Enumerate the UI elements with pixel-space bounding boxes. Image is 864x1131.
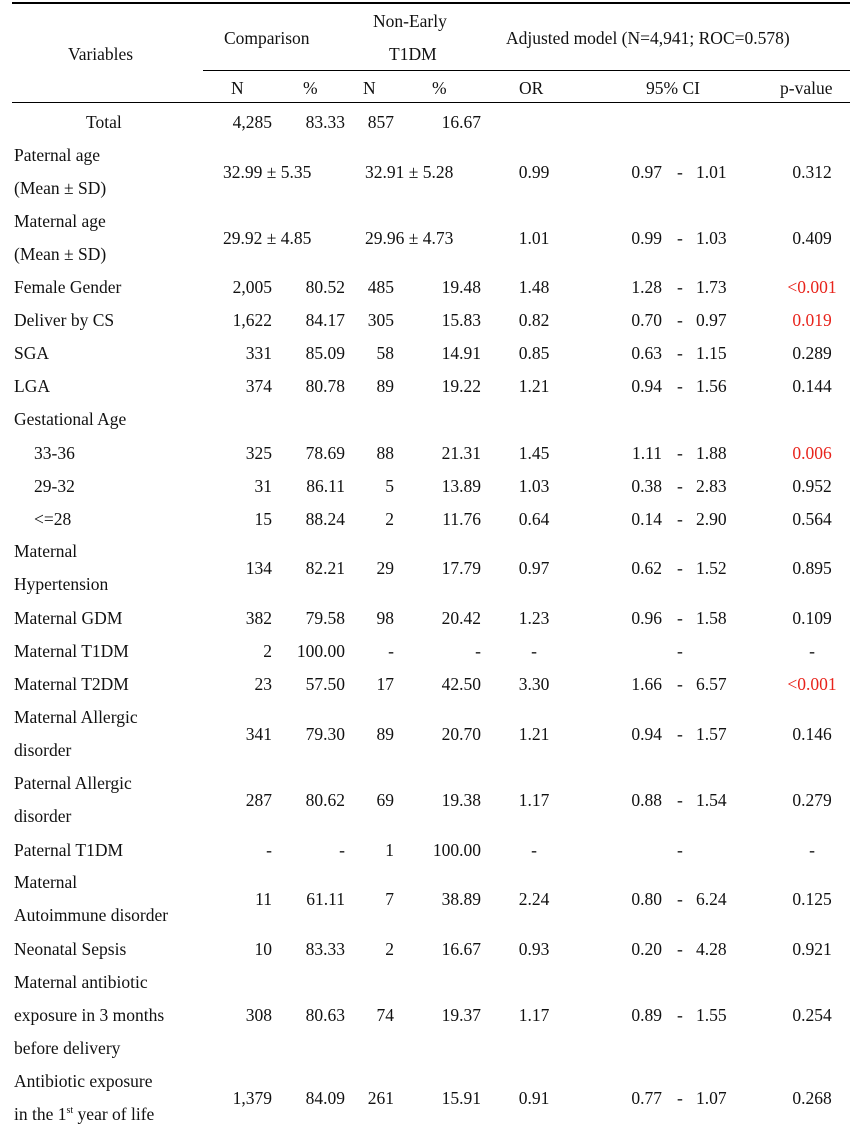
- pct-comparison: 85.09: [305, 343, 345, 363]
- p-value-significant: 0.019: [792, 310, 832, 330]
- n-comparison: 382: [245, 608, 272, 628]
- n-nonearly: 29: [376, 558, 394, 578]
- ci-upper: 1.73: [696, 277, 727, 297]
- ci-lower: 0.88: [631, 790, 662, 810]
- header-non-early-line2: T1DM: [389, 44, 437, 64]
- header-n-comparison: N: [231, 78, 244, 98]
- ci-lower: 0.97: [631, 162, 662, 182]
- table-top-rule: [12, 2, 850, 4]
- n-nonearly: 261: [367, 1088, 394, 1108]
- ci-lower: 0.89: [631, 1005, 662, 1025]
- row-label: Neonatal Sepsis: [14, 939, 127, 959]
- header-non-early-line1: Non-Early: [373, 11, 447, 31]
- pct-nonearly: 16.67: [441, 939, 481, 959]
- ci-lower: 0.94: [631, 376, 662, 396]
- pct-comparison: 83.33: [305, 939, 345, 959]
- header-ci: 95% CI: [646, 78, 700, 98]
- ci-upper: 1.54: [696, 790, 727, 810]
- pct-comparison: -: [339, 840, 345, 860]
- pct-nonearly: 11.76: [442, 509, 481, 529]
- header-variables: Variables: [68, 44, 134, 64]
- p-value: 0.109: [792, 608, 832, 628]
- pct-nonearly: 20.70: [441, 724, 481, 744]
- n-nonearly: 2: [385, 939, 394, 959]
- odds-ratio: 1.17: [518, 1005, 550, 1025]
- pct-comparison: 57.50: [305, 674, 345, 694]
- row-label: Gestational Age: [14, 409, 127, 429]
- odds-ratio: 1.23: [518, 608, 550, 628]
- odds-ratio: 1.03: [518, 476, 550, 496]
- ci-lower: 0.80: [631, 889, 662, 909]
- ci-lower: 0.14: [631, 509, 662, 529]
- n-comparison: 15: [254, 509, 272, 529]
- pct-nonearly: 15.91: [441, 1088, 481, 1108]
- header-n-nonearly: N: [363, 78, 376, 98]
- row-label-line1: Maternal Allergic: [14, 707, 138, 727]
- pct-comparison: 88.24: [305, 509, 345, 529]
- n-nonearly: 69: [376, 790, 394, 810]
- ci-upper: 1.03: [696, 228, 727, 248]
- n-nonearly: 89: [376, 724, 394, 744]
- odds-ratio: 1.45: [518, 443, 550, 463]
- row-label-line2: Hypertension: [14, 574, 109, 594]
- n-comparison: 1,622: [232, 310, 272, 330]
- row-label-line1: Maternal age: [14, 211, 106, 231]
- table-header-rule: [12, 102, 850, 103]
- ci-lower: 0.62: [631, 558, 662, 578]
- ci-upper: 1.55: [696, 1005, 727, 1025]
- pct-comparison: 78.69: [305, 443, 345, 463]
- n-comparison: 2,005: [232, 277, 272, 297]
- ci-upper: 1.15: [696, 343, 727, 363]
- row-label-line3: before delivery: [14, 1038, 121, 1058]
- p-value: 0.144: [792, 376, 832, 396]
- pct-comparison: 79.30: [305, 724, 345, 744]
- pct-nonearly: 19.37: [441, 1005, 481, 1025]
- pct-nonearly: 19.22: [441, 376, 481, 396]
- p-value: 0.289: [792, 343, 832, 363]
- ci-value: -: [677, 641, 683, 661]
- ci-separator: -: [677, 889, 683, 909]
- n-comparison: 2: [263, 641, 272, 661]
- ci-separator: -: [677, 939, 683, 959]
- odds-ratio: 0.93: [518, 939, 550, 959]
- p-value: -: [809, 641, 815, 661]
- row-label-line2-end: year of life: [73, 1104, 155, 1124]
- ci-upper: 1.07: [696, 1088, 727, 1108]
- n-nonearly: 98: [376, 608, 394, 628]
- ci-lower: 0.99: [631, 228, 662, 248]
- ci-separator: -: [677, 509, 683, 529]
- row-label: SGA: [14, 343, 50, 363]
- ci-separator: -: [677, 228, 683, 248]
- row-label: Female Gender: [14, 277, 122, 297]
- row-label: Total: [86, 112, 122, 132]
- header-pvalue: p-value: [780, 78, 833, 98]
- n-comparison: 4,285: [232, 112, 272, 132]
- row-label-line2: disorder: [14, 740, 72, 760]
- odds-ratio: 0.64: [518, 509, 550, 529]
- pct-nonearly: 19.48: [441, 277, 481, 297]
- row-label: Maternal GDM: [14, 608, 123, 628]
- pct-comparison: 82.21: [305, 558, 345, 578]
- ci-upper: 6.57: [696, 674, 727, 694]
- row-label-line1: Maternal: [14, 872, 78, 892]
- n-comparison: 1,379: [232, 1088, 272, 1108]
- row-label-line1: Maternal antibiotic: [14, 972, 148, 992]
- n-comparison: 31: [254, 476, 272, 496]
- ci-separator: -: [677, 277, 683, 297]
- ci-separator: -: [677, 443, 683, 463]
- row-label-line2: disorder: [14, 806, 72, 826]
- n-nonearly: 857: [367, 112, 394, 132]
- ci-separator: -: [677, 1088, 683, 1108]
- pct-comparison: 80.63: [305, 1005, 345, 1025]
- n-comparison: 374: [245, 376, 272, 396]
- p-value: 0.409: [792, 228, 832, 248]
- p-value: 0.268: [792, 1088, 832, 1108]
- ci-upper: 1.58: [696, 608, 727, 628]
- n-comparison: 134: [245, 558, 272, 578]
- ci-lower: 0.38: [631, 476, 662, 496]
- odds-ratio: 0.82: [518, 310, 550, 330]
- ci-lower: 1.28: [631, 277, 662, 297]
- row-label-line1: Paternal age: [14, 145, 100, 165]
- ci-upper: 2.83: [696, 476, 727, 496]
- pct-comparison: 80.62: [305, 790, 345, 810]
- ci-lower: 1.11: [632, 443, 662, 463]
- n-nonearly: 5: [385, 476, 394, 496]
- ci-separator: -: [677, 724, 683, 744]
- row-label-line2: exposure in 3 months: [14, 1005, 165, 1025]
- header-adjusted-model: Adjusted model (N=4,941; ROC=0.578): [506, 28, 790, 48]
- pct-nonearly: 13.89: [441, 476, 481, 496]
- odds-ratio: 2.24: [518, 889, 550, 909]
- pct-nonearly: 100.00: [432, 840, 481, 860]
- p-value: 0.952: [792, 476, 832, 496]
- odds-ratio: 0.99: [518, 162, 550, 182]
- row-label: Maternal T1DM: [14, 641, 129, 661]
- n-nonearly: 1: [385, 840, 394, 860]
- n-comparison: 10: [254, 939, 272, 959]
- ci-upper: 2.90: [696, 509, 727, 529]
- odds-ratio: 1.17: [518, 790, 550, 810]
- ci-lower: 0.63: [631, 343, 662, 363]
- n-nonearly: 2: [385, 509, 394, 529]
- pct-nonearly: -: [475, 641, 481, 661]
- ci-upper: 1.01: [696, 162, 727, 182]
- ci-lower: 0.20: [631, 939, 662, 959]
- odds-ratio: 3.30: [518, 674, 550, 694]
- ci-separator: -: [677, 476, 683, 496]
- odds-ratio: 1.01: [518, 228, 550, 248]
- row-label-line2: (Mean ± SD): [14, 178, 107, 198]
- row-label-line2: [14, 1098, 154, 1131]
- row-label: LGA: [14, 376, 50, 396]
- n-comparison: 341: [245, 724, 272, 744]
- pct-comparison: 83.33: [305, 112, 345, 132]
- p-value: 0.921: [792, 939, 832, 959]
- ci-separator: -: [677, 162, 683, 182]
- ci-upper: 6.24: [696, 889, 727, 909]
- odds-ratio: 1.48: [518, 277, 550, 297]
- p-value: 0.279: [792, 790, 832, 810]
- header-comparison: Comparison: [224, 28, 310, 48]
- header-pct-nonearly: %: [432, 78, 447, 98]
- ci-lower: 0.96: [631, 608, 662, 628]
- p-value-significant: <0.001: [787, 277, 837, 297]
- n-comparison: 331: [245, 343, 272, 363]
- pct-nonearly: 17.79: [441, 558, 481, 578]
- ci-lower: 0.77: [631, 1088, 662, 1108]
- p-value: 0.895: [792, 558, 832, 578]
- odds-ratio: 1.21: [518, 724, 550, 744]
- ci-value: -: [677, 840, 683, 860]
- n-comparison: 11: [255, 889, 272, 909]
- ci-separator: -: [677, 310, 683, 330]
- n-nonearly: -: [388, 641, 394, 661]
- row-label-line1: Antibiotic exposure: [14, 1071, 153, 1091]
- ci-lower: 1.66: [631, 674, 662, 694]
- n-comparison: -: [266, 840, 272, 860]
- p-value-significant: 0.006: [792, 443, 832, 463]
- n-nonearly: 74: [376, 1005, 394, 1025]
- pct-nonearly: 19.38: [441, 790, 481, 810]
- pct-nonearly: 20.42: [441, 608, 481, 628]
- header-pct-comparison: %: [303, 78, 318, 98]
- n-nonearly: 17: [376, 674, 394, 694]
- ci-separator: -: [677, 674, 683, 694]
- n-nonearly: 88: [376, 443, 394, 463]
- mean-comparison: 29.92 ± 4.85: [223, 228, 312, 248]
- n-nonearly: 89: [376, 376, 394, 396]
- ci-lower: 0.94: [631, 724, 662, 744]
- row-label-line2-start: in the 1: [14, 1104, 67, 1124]
- pct-comparison: 100.00: [296, 641, 345, 661]
- p-value-significant: <0.001: [787, 674, 837, 694]
- row-label-line1: Paternal Allergic: [14, 773, 132, 793]
- p-value: 0.254: [792, 1005, 832, 1025]
- ci-separator: -: [677, 558, 683, 578]
- row-label-line1: Maternal: [14, 541, 78, 561]
- n-nonearly: 7: [385, 889, 394, 909]
- n-comparison: 308: [245, 1005, 272, 1025]
- pct-comparison: 61.11: [306, 889, 345, 909]
- row-label: Paternal T1DM: [14, 840, 124, 860]
- row-label: 29-32: [34, 476, 75, 496]
- pct-nonearly: 14.91: [441, 343, 481, 363]
- mean-comparison: 32.99 ± 5.35: [223, 162, 312, 182]
- n-nonearly: 305: [367, 310, 394, 330]
- ci-upper: 1.88: [696, 443, 727, 463]
- pct-comparison: 80.52: [305, 277, 345, 297]
- n-comparison: 287: [245, 790, 272, 810]
- header-or: OR: [519, 78, 544, 98]
- row-label-line2: (Mean ± SD): [14, 244, 107, 264]
- ordinal-superscript: st: [66, 1105, 74, 1116]
- pct-comparison: 84.09: [305, 1088, 345, 1108]
- odds-ratio: 0.91: [518, 1088, 550, 1108]
- pct-comparison: 84.17: [305, 310, 345, 330]
- n-comparison: 325: [245, 443, 272, 463]
- p-value: -: [809, 840, 815, 860]
- row-label: Deliver by CS: [14, 310, 115, 330]
- p-value: 0.312: [792, 162, 832, 182]
- ci-separator: -: [677, 1005, 683, 1025]
- n-comparison: 23: [254, 674, 272, 694]
- ci-upper: 1.56: [696, 376, 727, 396]
- mean-nonearly: 29.96 ± 4.73: [365, 228, 454, 248]
- pct-nonearly: 38.89: [441, 889, 481, 909]
- n-nonearly: 485: [367, 277, 394, 297]
- row-label: 33-36: [34, 443, 75, 463]
- pct-comparison: 80.78: [305, 376, 345, 396]
- ci-separator: -: [677, 343, 683, 363]
- odds-ratio: 0.97: [518, 558, 550, 578]
- ci-lower: 0.70: [631, 310, 662, 330]
- p-value: 0.125: [792, 889, 832, 909]
- odds-ratio: 0.85: [518, 343, 550, 363]
- pct-nonearly: 15.83: [441, 310, 481, 330]
- pct-nonearly: 21.31: [441, 443, 481, 463]
- ci-separator: -: [677, 790, 683, 810]
- row-label: Maternal T2DM: [14, 674, 129, 694]
- table-subheader-rule: [203, 70, 850, 71]
- pct-comparison: 86.11: [306, 476, 345, 496]
- odds-ratio: -: [531, 840, 537, 860]
- ci-upper: 4.28: [696, 939, 727, 959]
- ci-separator: -: [677, 608, 683, 628]
- odds-ratio: 1.21: [518, 376, 550, 396]
- mean-nonearly: 32.91 ± 5.28: [365, 162, 454, 182]
- pct-comparison: 79.58: [305, 608, 345, 628]
- ci-upper: 1.52: [696, 558, 727, 578]
- p-value: 0.564: [792, 509, 832, 529]
- row-label: <=28: [34, 509, 72, 529]
- n-nonearly: 58: [376, 343, 394, 363]
- p-value: 0.146: [792, 724, 832, 744]
- odds-ratio: -: [531, 641, 537, 661]
- pct-nonearly: 42.50: [441, 674, 481, 694]
- ci-upper: 1.57: [696, 724, 727, 744]
- ci-upper: 0.97: [696, 310, 727, 330]
- pct-nonearly: 16.67: [441, 112, 481, 132]
- row-label-line2: Autoimmune disorder: [14, 905, 169, 925]
- ci-separator: -: [677, 376, 683, 396]
